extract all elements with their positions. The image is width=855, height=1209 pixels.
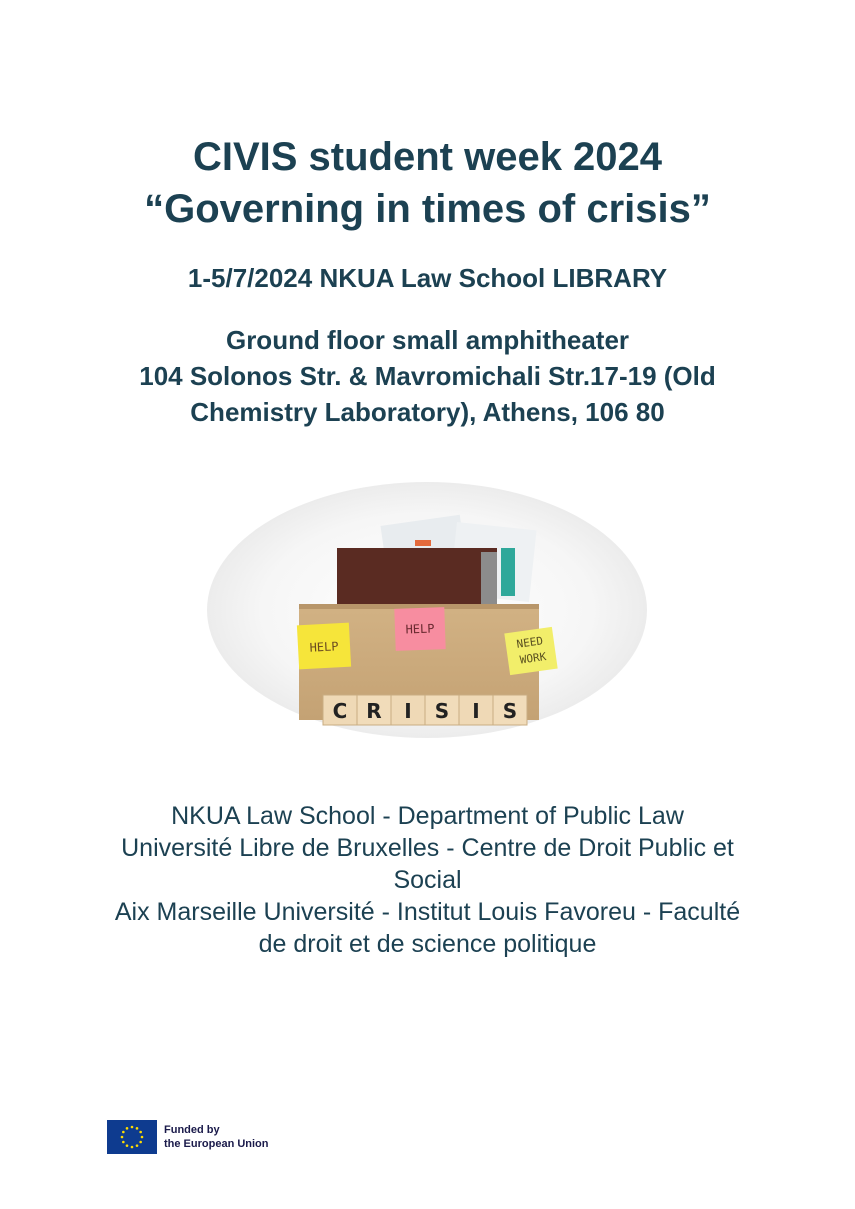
note-text: HELP (405, 621, 435, 637)
sticky-note-pink (394, 607, 445, 651)
crisis-box-illustration (205, 478, 650, 748)
sticky-note-yellow-right (504, 627, 557, 675)
grey-binder (481, 552, 497, 610)
sticky-note-yellow-left (297, 623, 351, 670)
note-text: WORK (519, 650, 548, 667)
tile-letter: S (502, 699, 518, 723)
teal-folder (501, 548, 515, 596)
eu-star (121, 1136, 124, 1139)
eu-star (139, 1131, 142, 1134)
eu-star (122, 1141, 125, 1144)
eu-star (126, 1144, 129, 1147)
venue-line3: Chemistry Laboratory), Athens, 106 80 (190, 397, 665, 427)
organizers-list (60, 800, 795, 960)
venue-line2: 104 Solonos Str. & Mavromichali Str.17-19 (Old (139, 361, 716, 391)
eu-star (131, 1126, 134, 1129)
organizer-line2: Université Libre de Bruxelles - Centre de Droit Public et (121, 834, 734, 862)
eu-star (141, 1136, 144, 1139)
funding-line1: Funded by (164, 1124, 220, 1136)
tile-letter: C (332, 699, 348, 723)
eu-flag-icon (107, 1120, 157, 1154)
crisis-tiles (323, 695, 527, 725)
eu-star (139, 1141, 142, 1144)
funding-text (164, 1123, 269, 1151)
organizer-line4: Aix Marseille Université - Institut Louis Favoreu - Faculté (114, 898, 741, 926)
venue-line1: Ground floor small amphitheater (225, 325, 630, 355)
organizer-line3: Social (393, 866, 462, 894)
event-title-line1: CIVIS student week 2024 (192, 135, 663, 179)
brown-folder (337, 548, 497, 610)
note-text: HELP (309, 639, 339, 655)
tile-letter: R (366, 699, 382, 723)
eu-funding-notice (107, 1120, 269, 1154)
eu-star (131, 1146, 134, 1149)
event-dates-location: 1-5/7/2024 NKUA Law School LIBRARY (187, 263, 668, 293)
eu-star (136, 1144, 139, 1147)
funding-line2: the European Union (164, 1138, 269, 1150)
event-venue (60, 322, 795, 430)
eu-star (136, 1127, 139, 1130)
eu-star (126, 1127, 129, 1130)
event-title (0, 131, 855, 235)
tile-letter: I (404, 699, 412, 723)
orange-tab (415, 540, 431, 546)
note-text: NEED (515, 634, 544, 651)
eu-star (122, 1131, 125, 1134)
organizer-line1: NKUA Law School - Department of Public Law (171, 802, 684, 830)
tile-letter: I (472, 699, 480, 723)
tile-letter: S (434, 699, 450, 723)
event-title-line2: “Governing in times of crisis” (144, 187, 711, 231)
organizer-line5: de droit et de science politique (258, 930, 597, 958)
